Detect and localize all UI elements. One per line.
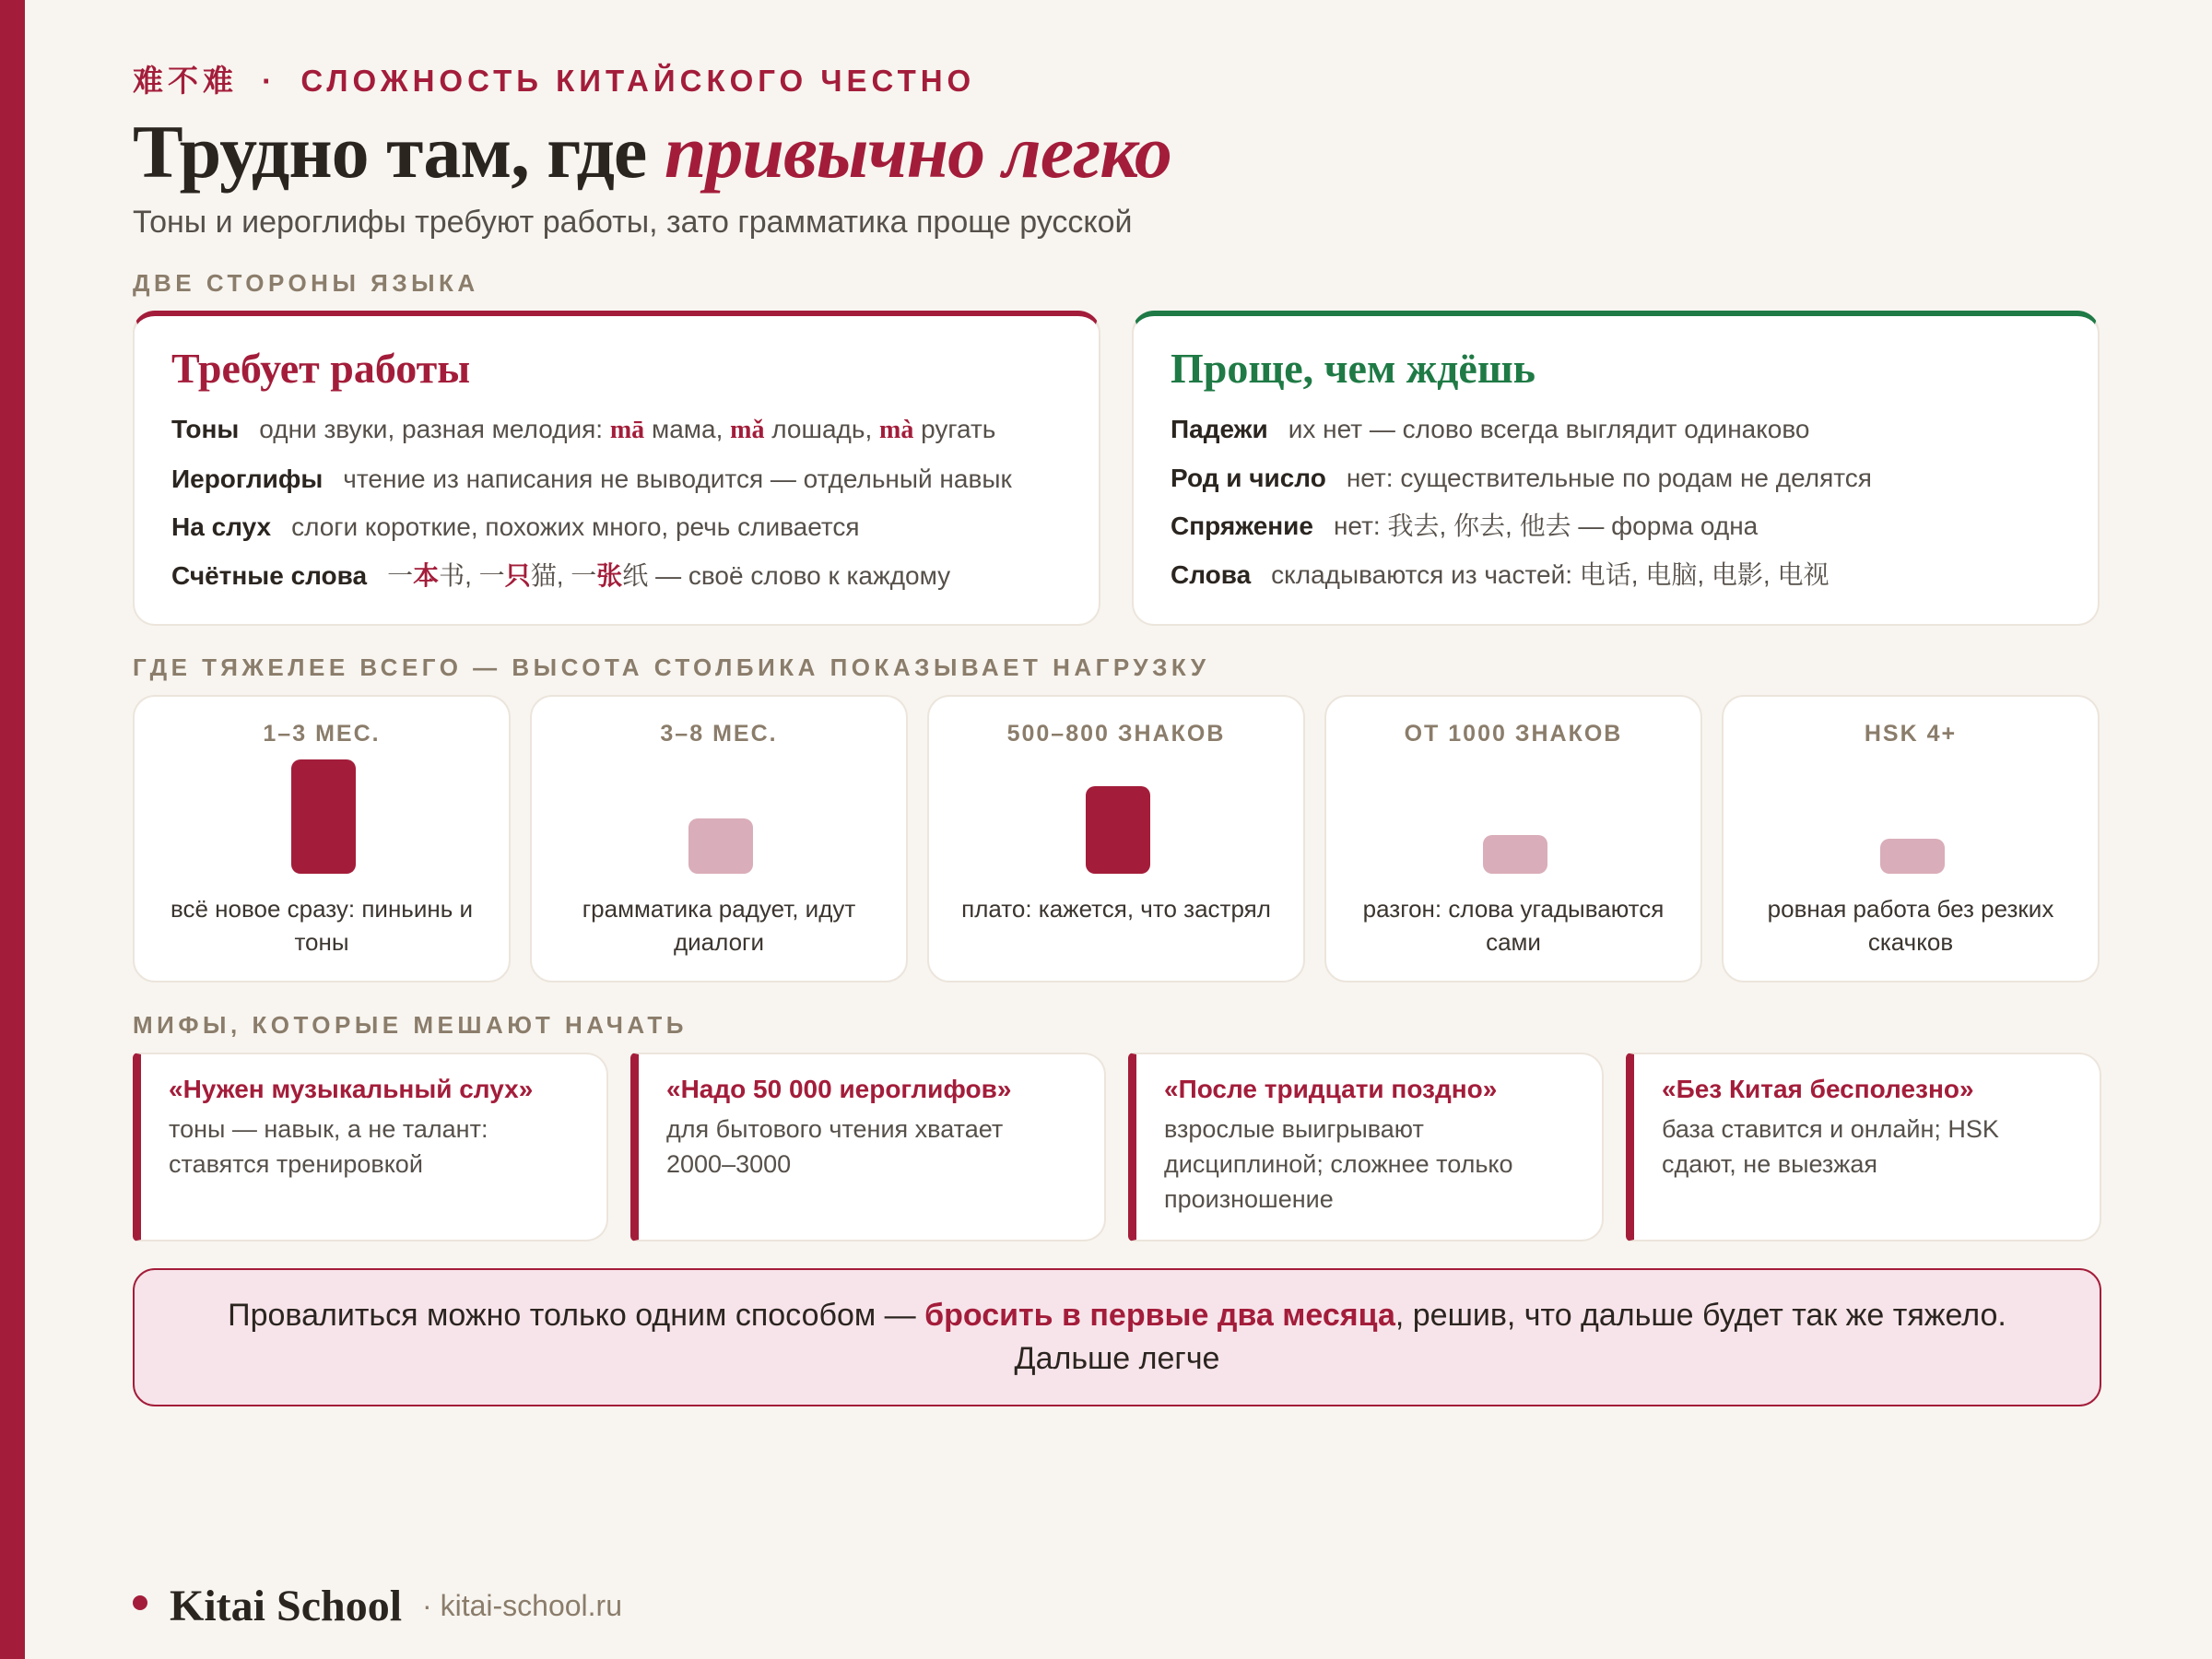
section-label-myths: МИФЫ, КОТОРЫЕ МЕШАЮТ НАЧАТЬ [133, 1011, 688, 1039]
section-label-sides: ДВЕ СТОРОНЫ ЯЗЫКА [133, 269, 479, 297]
easy-row-cases [1171, 406, 2061, 454]
measure-prefix-1: 一 [387, 560, 414, 590]
hard-side-title: Требует работы [171, 345, 471, 392]
load-stage-name: HSK 4+ [1864, 721, 1958, 747]
load-card [1722, 695, 2100, 982]
load-card [530, 695, 908, 982]
measure-tail: — своё слово к каждому [648, 560, 951, 590]
myth-text: база ставится и онлайн; HSK сдают, не выезжая [1662, 1115, 1999, 1178]
section-label-load: ГДЕ ТЯЖЕЛЕЕ ВСЕГО — ВЫСОТА СТОЛБИКА ПОКАЗЫВАЕТ НАГРУЗКУ [133, 653, 1210, 681]
load-card [1324, 695, 1702, 982]
measure-word-2: 只 [504, 560, 531, 590]
measure-prefix-2: 一 [478, 560, 505, 590]
easy-side-card [1132, 311, 2100, 626]
myth-card [1626, 1053, 2101, 1241]
measure-word-3: 张 [596, 560, 623, 590]
load-bar [1880, 839, 1945, 874]
myth-title: «После тридцати поздно» [1164, 1075, 1498, 1103]
measure-word-1: 本 [413, 560, 440, 590]
hard-row-measure-words [171, 552, 1062, 601]
easy-row-conjugation [1171, 502, 2061, 551]
row-text: нет: существительные по родам не делятся [1346, 463, 1872, 492]
measure-noun-1: 书, [439, 560, 479, 590]
load-stage-description: грамматика радует, идут диалоги [582, 895, 856, 956]
load-stage-name: ОТ 1000 ЗНАКОВ [1404, 721, 1623, 747]
easy-side-title: Проще, чем ждёшь [1171, 345, 1536, 392]
load-bar [291, 759, 356, 874]
footer-site-link[interactable]: · kitai-school.ru [422, 1589, 622, 1622]
load-bar [1483, 835, 1547, 874]
tone-example-1: mā [609, 416, 645, 444]
tone-example-2: mǎ [730, 416, 765, 444]
measure-prefix-3: 一 [571, 560, 597, 590]
load-card [927, 695, 1305, 982]
kicker-separator: · [262, 64, 277, 98]
left-accent-bar [0, 0, 25, 1659]
myth-title: «Надо 50 000 иероглифов» [666, 1075, 1012, 1103]
row-term: На слух [171, 512, 272, 541]
row-term: Иероглифы [171, 464, 324, 493]
row-text: их нет — слово всегда выглядит одинаково [1288, 415, 1810, 443]
callout-before: Провалиться можно только одним способом — [228, 1298, 925, 1333]
kicker-chinese: 难不难 [133, 64, 238, 98]
callout-after: , решив, что дальше будет так же тяжело. [1394, 1298, 2006, 1333]
myth-card [630, 1053, 1106, 1241]
load-stage-description: плато: кажется, что застрял [961, 895, 1271, 923]
measure-noun-3: 纸 [622, 560, 649, 590]
load-stage-description: всё новое сразу: пиньинь и тоны [170, 895, 474, 956]
tone-gloss-2: лошадь, [764, 415, 880, 443]
load-bar [688, 818, 753, 874]
load-stage-name: 1–3 МЕС. [263, 721, 381, 747]
myth-card [1128, 1053, 1604, 1241]
row-term: Тоны [171, 415, 240, 443]
load-stage-description: разгон: слова угадываются сами [1362, 895, 1665, 956]
page-subtitle: Тоны и иероглифы требуют работы, зато грамматика проще русской [133, 205, 1133, 240]
callout-line-1 [135, 1294, 2100, 1337]
load-stage-description: ровная работа без резких скачков [1767, 895, 2054, 956]
myth-text: тоны — навык, а не талант: ставятся тренировкой [169, 1115, 488, 1178]
easy-row-gender [1171, 454, 2061, 503]
easy-row-words [1171, 551, 2061, 600]
callout-banner [133, 1268, 2101, 1406]
footer [133, 1581, 622, 1636]
hard-row-characters [171, 455, 1062, 504]
tone-gloss-3: ругать [913, 415, 996, 443]
load-stage-name: 500–800 ЗНАКОВ [1006, 721, 1226, 747]
kicker [133, 57, 975, 100]
footer-dot-icon [133, 1595, 147, 1610]
title-plain: Трудно там, где [133, 110, 665, 194]
row-text: одни звуки, разная мелодия: [259, 415, 610, 443]
myth-text: взрослые выигрывают дисциплиной; сложнее только произношение [1164, 1115, 1513, 1213]
row-text: чтение из написания не выводится — отдельный навык [343, 464, 1012, 493]
hard-row-listening [171, 503, 1062, 552]
row-term: Падежи [1171, 415, 1268, 443]
callout-line-2: Дальше легче [1014, 1341, 1220, 1376]
myth-card [133, 1053, 608, 1241]
hard-side-card [133, 311, 1100, 626]
row-text: слоги короткие, похожих много, речь сливается [291, 512, 860, 541]
load-stage-name: 3–8 МЕС. [660, 721, 778, 747]
page-title [133, 109, 1171, 195]
hard-row-tones [171, 406, 1062, 455]
kicker-text: СЛОЖНОСТЬ КИТАЙСКОГО ЧЕСТНО [300, 64, 976, 98]
row-term: Род и число [1171, 463, 1326, 492]
row-term: Слова [1171, 559, 1252, 589]
title-accent: привычно легко [664, 110, 1171, 194]
footer-brand: Kitai School [170, 1582, 403, 1630]
row-text: складываются из частей: 电话, 电脑, 电影, 电视 [1271, 559, 1830, 589]
measure-noun-2: 猫, [530, 560, 571, 590]
load-bar [1086, 786, 1150, 874]
row-term: Счётные слова [171, 560, 368, 590]
load-card [133, 695, 511, 982]
row-term: Спряжение [1171, 512, 1313, 540]
myth-title: «Без Китая бесполезно» [1662, 1075, 1974, 1103]
tone-example-3: mà [879, 416, 914, 444]
callout-emphasis: бросить в первые два месяца [924, 1298, 1395, 1333]
row-text: нет: 我去, 你去, 他去 — форма одна [1333, 512, 1759, 540]
tone-gloss-1: мама, [644, 415, 731, 443]
myth-text: для бытового чтения хватает 2000–3000 [666, 1115, 1004, 1178]
myth-title: «Нужен музыкальный слух» [169, 1075, 534, 1103]
